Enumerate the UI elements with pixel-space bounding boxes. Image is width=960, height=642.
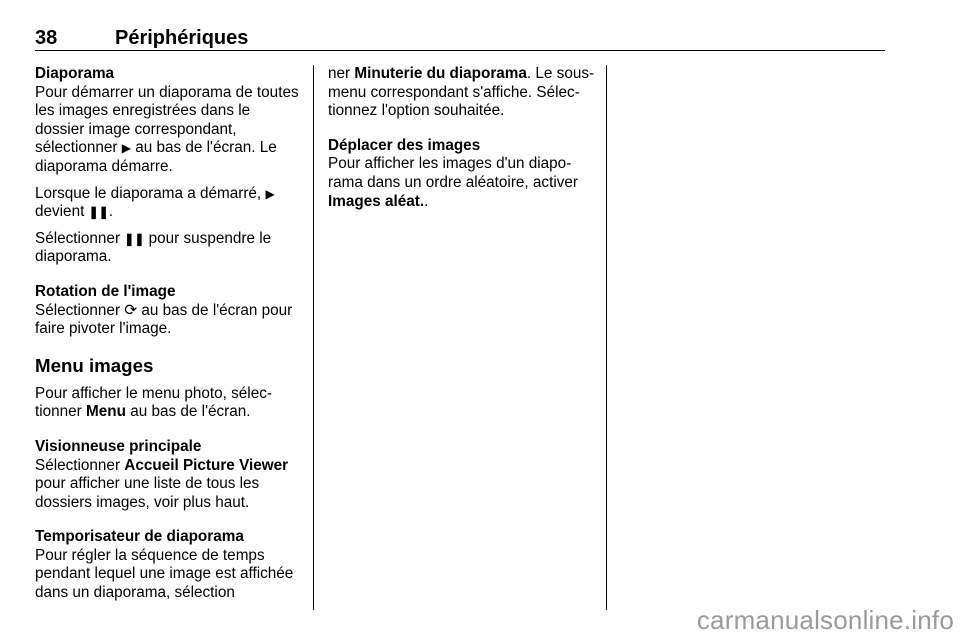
- paragraph-menu-images: Pour afficher le menu photo, sélectionner Menu au bas de l'écran.: [35, 384, 272, 421]
- column-divider: [606, 65, 607, 610]
- heading-menu-images: Menu images: [35, 354, 154, 376]
- page-header: [35, 26, 885, 51]
- heading-diaporama: Diaporama: [35, 65, 115, 82]
- rotate-icon: ⟳: [124, 301, 138, 319]
- watermark: carmanualsonline.info: [696, 605, 954, 635]
- column-middle: [328, 65, 596, 219]
- paragraph-visionneuse: Visionneuse principale Sélectionner Accueil Picture Viewer pour afficher une liste de tous les dossiers images, voir plus haut.: [35, 438, 303, 512]
- pause-icon: ❚❚: [124, 231, 145, 246]
- column-divider: [313, 65, 314, 610]
- images-aleat-label: Images aléat.: [328, 192, 425, 210]
- pause-icon: ❚❚: [88, 205, 109, 220]
- heading-visionneuse: Visionneuse principale: [35, 437, 202, 455]
- heading-rotation: Rotation de l'image: [35, 282, 176, 300]
- paragraph-diaporama-2: Lorsque le diaporama a démarré, ▶ devient ❚❚.: [35, 184, 275, 221]
- play-icon: ▶: [121, 141, 131, 156]
- heading-temporisateur: Temporisateur de diaporama: [35, 528, 244, 546]
- paragraph-rotation: Rotation de l'image Sélectionner ⟳ au bas de l'écran pour faire pivoter l'image.: [35, 283, 303, 339]
- paragraph-temporisateur: Temporisateur de diaporama Pour régler la séquence de temps pendant lequel une image est affichée dans un diaporama, sélection: [35, 528, 303, 602]
- paragraph-diaporama-3: Sélectionner ❚❚ pour suspendre le diaporama.: [35, 229, 272, 266]
- paragraph-diaporama-1: Diaporama Pour démarrer un diaporama de toutes les images enregistrées dans le dossier image correspondant, sélectionner ▶ au bas de l'écran. Le diaporama démarre.: [35, 65, 303, 177]
- paragraph-continuation: ner Minuterie du diaporama. Le sous-menu correspondant s'affiche. Sélectionnez l'option souhaitée.: [328, 65, 595, 120]
- paragraph-deplacer: Déplacer des images Pour afficher les images d'un diaporama dans un ordre aléatoire, activer Images aléat..: [328, 137, 596, 211]
- heading-deplacer: Déplacer des images: [328, 136, 481, 154]
- play-icon: ▶: [265, 186, 275, 201]
- page-number: 38: [35, 27, 58, 49]
- column-left: [35, 65, 303, 611]
- minuterie-label: Minuterie du diaporama: [354, 65, 527, 82]
- accueil-label: Accueil Picture Viewer: [124, 456, 289, 474]
- page-section-title: Périphériques: [115, 27, 249, 49]
- menu-label: Menu: [86, 403, 126, 421]
